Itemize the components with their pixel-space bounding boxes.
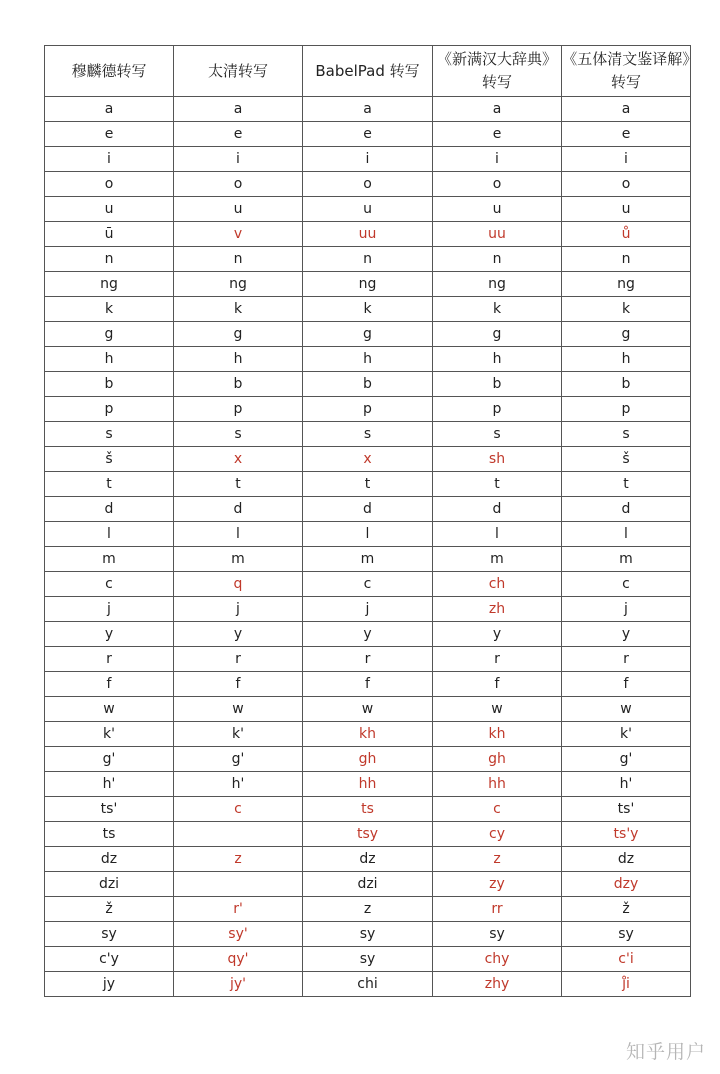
cell-xin-manhan: sy — [433, 922, 562, 947]
cell-babelpad: h — [303, 347, 433, 372]
cell-taiqing: y — [174, 622, 303, 647]
cell-wuti: d — [562, 497, 691, 522]
cell-wuti: p — [562, 397, 691, 422]
cell-mollendorff: d — [45, 497, 174, 522]
table-row — [45, 772, 691, 797]
table-row — [45, 247, 691, 272]
cell-wuti: h — [562, 347, 691, 372]
cell-taiqing: u — [174, 197, 303, 222]
cell-mollendorff: j — [45, 597, 174, 622]
cell-babelpad: s — [303, 422, 433, 447]
cell-xin-manhan: t — [433, 472, 562, 497]
cell-babelpad: gh — [303, 747, 433, 772]
table-row — [45, 572, 691, 597]
cell-wuti: t — [562, 472, 691, 497]
watermark: 知乎用户 — [625, 1041, 706, 1063]
cell-mollendorff: dzi — [45, 872, 174, 897]
cell-babelpad: t — [303, 472, 433, 497]
cell-mollendorff: y — [45, 622, 174, 647]
cell-wuti: w — [562, 697, 691, 722]
cell-babelpad: dz — [303, 847, 433, 872]
cell-taiqing: b — [174, 372, 303, 397]
cell-mollendorff: š — [45, 447, 174, 472]
table-row — [45, 497, 691, 522]
cell-babelpad: chi — [303, 972, 433, 997]
cell-mollendorff: dz — [45, 847, 174, 872]
cell-babelpad: j — [303, 597, 433, 622]
cell-taiqing: r' — [174, 897, 303, 922]
cell-xin-manhan: s — [433, 422, 562, 447]
cell-mollendorff: f — [45, 672, 174, 697]
table-row — [45, 222, 691, 247]
cell-xin-manhan: cy — [433, 822, 562, 847]
cell-mollendorff: k — [45, 297, 174, 322]
cell-xin-manhan: gh — [433, 747, 562, 772]
cell-wuti: u — [562, 197, 691, 222]
cell-mollendorff: b — [45, 372, 174, 397]
table-row — [45, 972, 691, 997]
table-row — [45, 872, 691, 897]
header-mollendorff: 穆麟德转写 — [45, 46, 174, 97]
table-row — [45, 672, 691, 697]
cell-babelpad: l — [303, 522, 433, 547]
cell-wuti: m — [562, 547, 691, 572]
cell-babelpad: w — [303, 697, 433, 722]
table-row — [45, 647, 691, 672]
cell-babelpad: hh — [303, 772, 433, 797]
cell-wuti: sy — [562, 922, 691, 947]
table-row — [45, 272, 691, 297]
table-row — [45, 97, 691, 122]
header-babelpad: BabelPad 转写 — [303, 46, 433, 97]
cell-mollendorff: r — [45, 647, 174, 672]
cell-taiqing: a — [174, 97, 303, 122]
cell-wuti: b — [562, 372, 691, 397]
cell-xin-manhan: sh — [433, 447, 562, 472]
cell-taiqing — [174, 822, 303, 847]
cell-xin-manhan: b — [433, 372, 562, 397]
cell-taiqing: s — [174, 422, 303, 447]
cell-taiqing: d — [174, 497, 303, 522]
table-row — [45, 947, 691, 972]
cell-babelpad: kh — [303, 722, 433, 747]
cell-wuti: dz — [562, 847, 691, 872]
table-row — [45, 422, 691, 447]
cell-babelpad: a — [303, 97, 433, 122]
cell-taiqing: x — [174, 447, 303, 472]
header-xin-manhan-dictionary: 《新满汉大辞典》转写 — [433, 46, 562, 97]
cell-taiqing: o — [174, 172, 303, 197]
cell-mollendorff: o — [45, 172, 174, 197]
table-row — [45, 922, 691, 947]
table-row — [45, 347, 691, 372]
table-row — [45, 747, 691, 772]
cell-wuti: ž — [562, 897, 691, 922]
cell-mollendorff: l — [45, 522, 174, 547]
cell-taiqing: c — [174, 797, 303, 822]
table-row — [45, 472, 691, 497]
cell-wuti: i — [562, 147, 691, 172]
cell-mollendorff: ts — [45, 822, 174, 847]
cell-mollendorff: u — [45, 197, 174, 222]
cell-mollendorff: c'y — [45, 947, 174, 972]
cell-mollendorff: ng — [45, 272, 174, 297]
cell-xin-manhan: o — [433, 172, 562, 197]
cell-babelpad: d — [303, 497, 433, 522]
table-row — [45, 522, 691, 547]
cell-xin-manhan: i — [433, 147, 562, 172]
cell-mollendorff: i — [45, 147, 174, 172]
cell-taiqing: p — [174, 397, 303, 422]
cell-babelpad: x — [303, 447, 433, 472]
cell-mollendorff: ū — [45, 222, 174, 247]
cell-taiqing: h' — [174, 772, 303, 797]
cell-xin-manhan: d — [433, 497, 562, 522]
cell-xin-manhan: n — [433, 247, 562, 272]
cell-taiqing: h — [174, 347, 303, 372]
cell-xin-manhan: g — [433, 322, 562, 347]
cell-taiqing: i — [174, 147, 303, 172]
cell-xin-manhan: k — [433, 297, 562, 322]
cell-xin-manhan: hh — [433, 772, 562, 797]
table-row — [45, 447, 691, 472]
table-row — [45, 172, 691, 197]
cell-wuti: g' — [562, 747, 691, 772]
cell-wuti: a — [562, 97, 691, 122]
cell-mollendorff: ts' — [45, 797, 174, 822]
cell-babelpad: ts — [303, 797, 433, 822]
cell-taiqing: qy' — [174, 947, 303, 972]
cell-xin-manhan: uu — [433, 222, 562, 247]
cell-babelpad: uu — [303, 222, 433, 247]
table-row — [45, 197, 691, 222]
cell-wuti: k' — [562, 722, 691, 747]
cell-wuti: y — [562, 622, 691, 647]
cell-babelpad: dzi — [303, 872, 433, 897]
cell-mollendorff: a — [45, 97, 174, 122]
cell-wuti: l — [562, 522, 691, 547]
table-row — [45, 622, 691, 647]
cell-taiqing: r — [174, 647, 303, 672]
transliteration-table — [44, 45, 691, 997]
cell-xin-manhan: ch — [433, 572, 562, 597]
table-row — [45, 372, 691, 397]
table-row — [45, 897, 691, 922]
header-row — [45, 46, 691, 97]
cell-taiqing — [174, 872, 303, 897]
cell-babelpad: e — [303, 122, 433, 147]
cell-mollendorff: w — [45, 697, 174, 722]
cell-wuti: ts' — [562, 797, 691, 822]
table-row — [45, 397, 691, 422]
cell-xin-manhan: u — [433, 197, 562, 222]
table-row — [45, 322, 691, 347]
cell-xin-manhan: e — [433, 122, 562, 147]
cell-xin-manhan: zhy — [433, 972, 562, 997]
cell-babelpad: g — [303, 322, 433, 347]
cell-mollendorff: ž — [45, 897, 174, 922]
table-row — [45, 722, 691, 747]
cell-mollendorff: s — [45, 422, 174, 447]
cell-babelpad: b — [303, 372, 433, 397]
cell-wuti: k — [562, 297, 691, 322]
cell-babelpad: ng — [303, 272, 433, 297]
cell-babelpad: sy — [303, 922, 433, 947]
cell-xin-manhan: z — [433, 847, 562, 872]
cell-taiqing: jy' — [174, 972, 303, 997]
table-row — [45, 147, 691, 172]
cell-wuti: g — [562, 322, 691, 347]
cell-mollendorff: g' — [45, 747, 174, 772]
cell-taiqing: v — [174, 222, 303, 247]
cell-babelpad: r — [303, 647, 433, 672]
cell-babelpad: m — [303, 547, 433, 572]
cell-xin-manhan: zh — [433, 597, 562, 622]
cell-mollendorff: jy — [45, 972, 174, 997]
cell-wuti: e — [562, 122, 691, 147]
cell-wuti: n — [562, 247, 691, 272]
cell-wuti: o — [562, 172, 691, 197]
cell-wuti: j — [562, 597, 691, 622]
cell-wuti: h' — [562, 772, 691, 797]
cell-wuti: ů — [562, 222, 691, 247]
cell-wuti: s — [562, 422, 691, 447]
cell-taiqing: n — [174, 247, 303, 272]
cell-wuti: f — [562, 672, 691, 697]
cell-babelpad: y — [303, 622, 433, 647]
cell-babelpad: i — [303, 147, 433, 172]
table-row — [45, 597, 691, 622]
cell-taiqing: ng — [174, 272, 303, 297]
cell-taiqing: t — [174, 472, 303, 497]
cell-wuti: š — [562, 447, 691, 472]
cell-taiqing: l — [174, 522, 303, 547]
cell-wuti: c'i — [562, 947, 691, 972]
cell-xin-manhan: a — [433, 97, 562, 122]
cell-babelpad: f — [303, 672, 433, 697]
cell-taiqing: f — [174, 672, 303, 697]
cell-babelpad: k — [303, 297, 433, 322]
cell-xin-manhan: p — [433, 397, 562, 422]
cell-taiqing: g — [174, 322, 303, 347]
table-row — [45, 822, 691, 847]
cell-xin-manhan: h — [433, 347, 562, 372]
cell-babelpad: p — [303, 397, 433, 422]
cell-taiqing: q — [174, 572, 303, 597]
cell-xin-manhan: c — [433, 797, 562, 822]
table-body — [45, 97, 691, 997]
cell-xin-manhan: chy — [433, 947, 562, 972]
cell-mollendorff: e — [45, 122, 174, 147]
cell-babelpad: sy — [303, 947, 433, 972]
cell-babelpad: u — [303, 197, 433, 222]
table-row — [45, 697, 691, 722]
cell-mollendorff: h' — [45, 772, 174, 797]
cell-xin-manhan: f — [433, 672, 562, 697]
table-row — [45, 122, 691, 147]
cell-babelpad: c — [303, 572, 433, 597]
cell-wuti: dzy — [562, 872, 691, 897]
cell-taiqing: sy' — [174, 922, 303, 947]
cell-mollendorff: g — [45, 322, 174, 347]
cell-mollendorff: n — [45, 247, 174, 272]
cell-wuti: ng — [562, 272, 691, 297]
cell-babelpad: z — [303, 897, 433, 922]
cell-wuti: r — [562, 647, 691, 672]
cell-mollendorff: t — [45, 472, 174, 497]
table-row — [45, 797, 691, 822]
cell-xin-manhan: kh — [433, 722, 562, 747]
cell-xin-manhan: rr — [433, 897, 562, 922]
cell-wuti: ts'y — [562, 822, 691, 847]
cell-mollendorff: h — [45, 347, 174, 372]
cell-taiqing: m — [174, 547, 303, 572]
table-row — [45, 547, 691, 572]
cell-taiqing: j — [174, 597, 303, 622]
cell-babelpad: tsy — [303, 822, 433, 847]
table-row — [45, 847, 691, 872]
cell-mollendorff: p — [45, 397, 174, 422]
cell-mollendorff: c — [45, 572, 174, 597]
cell-taiqing: k — [174, 297, 303, 322]
cell-mollendorff: sy — [45, 922, 174, 947]
cell-xin-manhan: m — [433, 547, 562, 572]
cell-mollendorff: k' — [45, 722, 174, 747]
cell-xin-manhan: ng — [433, 272, 562, 297]
cell-taiqing: z — [174, 847, 303, 872]
cell-babelpad: o — [303, 172, 433, 197]
cell-mollendorff: m — [45, 547, 174, 572]
header-taiqing: 太清转写 — [174, 46, 303, 97]
cell-wuti: j̊i — [562, 972, 691, 997]
cell-xin-manhan: y — [433, 622, 562, 647]
cell-taiqing: e — [174, 122, 303, 147]
table-row — [45, 297, 691, 322]
cell-xin-manhan: w — [433, 697, 562, 722]
cell-xin-manhan: zy — [433, 872, 562, 897]
cell-wuti: c — [562, 572, 691, 597]
cell-taiqing: g' — [174, 747, 303, 772]
cell-babelpad: n — [303, 247, 433, 272]
header-wuti-qingwenjian: 《五体清文鉴译解》转写 — [562, 46, 691, 97]
cell-xin-manhan: l — [433, 522, 562, 547]
cell-taiqing: k' — [174, 722, 303, 747]
cell-xin-manhan: r — [433, 647, 562, 672]
cell-taiqing: w — [174, 697, 303, 722]
